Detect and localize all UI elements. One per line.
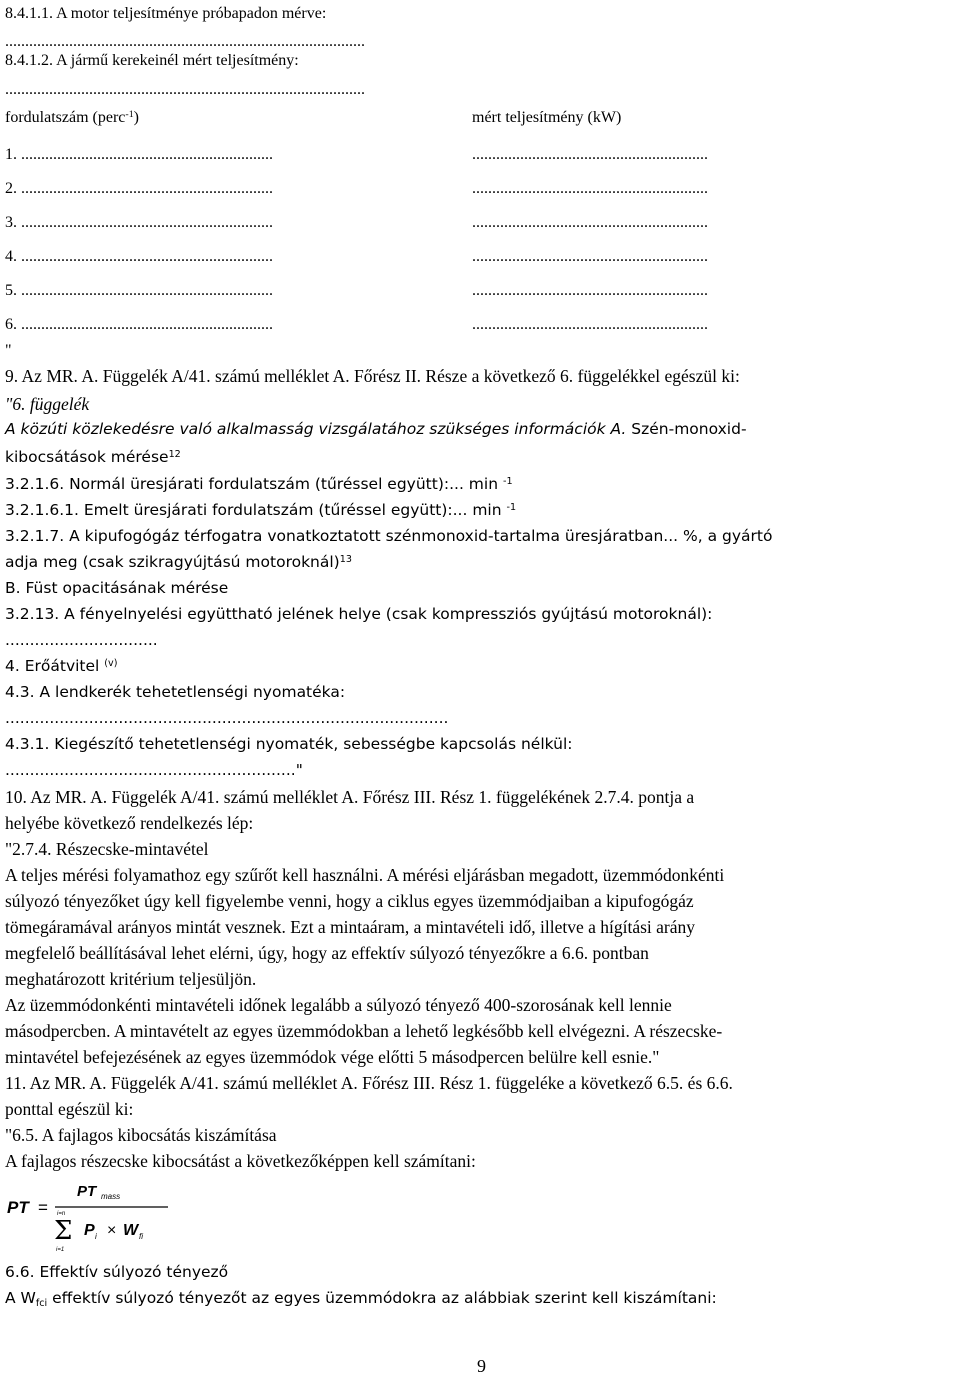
line-3-2-1-6-1: 3.2.1.6.1. Emelt üresjárati fordulatszám (tűréssel együtt):... min $^{-1}$ xyxy=(5,501,517,519)
quote-mark: " xyxy=(5,342,12,359)
row-1-right: ........................................................... xyxy=(472,146,708,163)
row-3-left: 3. ............................................................... xyxy=(5,214,273,231)
line-spark-ignition: adja meg (csak szikragyújtású motoroknál)$^{13}$ xyxy=(5,553,352,571)
heading-transmission: 4. Erőátvitel $^{(v)}$ xyxy=(5,657,118,675)
body-line: megfelelő beállításával lehet elérni, úgy, hogy az effektív súlyozó tényezőkre a 6.6. pontban xyxy=(5,943,649,963)
dots-line: .......................................................................................... xyxy=(5,709,449,727)
heading-2-7-4: "2.7.4. Részecske-mintavétel xyxy=(5,839,209,859)
row-1-left: 1. ............................................................... xyxy=(5,146,273,163)
row-3-right: ........................................................... xyxy=(472,214,708,231)
row-6-left: 6. ............................................................... xyxy=(5,316,273,333)
paragraph-9: 9. Az MR. A. Függelék A/41. számú melléklet A. Főrész II. Része a következő 6. függelékkel egészül ki: xyxy=(5,366,740,386)
heading-co-measurement: kibocsátások mérése$^{12}$ xyxy=(5,448,181,466)
row-6-right: ........................................................... xyxy=(472,316,708,333)
formula-p-sub: i xyxy=(95,1232,97,1241)
body-line: másodpercben. A mintavételt az egyes üzemmódokban a lehető legkésőbb kell elvégezni. A részecske- xyxy=(5,1021,723,1041)
formula-w-sub: fi xyxy=(139,1232,143,1241)
formula-times: × xyxy=(107,1222,117,1239)
sum-upper-limit: i=n xyxy=(57,1211,66,1217)
line-4-3: 4.3. A lendkerék tehetetlenségi nyomatéka: xyxy=(5,683,346,701)
row-2-left: 2. ............................................................... xyxy=(5,180,273,197)
line-3-2-1-7: 3.2.1.7. A kipufogógáz térfogatra vonatkoztatott szénmonoxid-tartalma üresjáratban... %, a gyártó xyxy=(5,527,773,545)
row-5-right: ........................................................... xyxy=(472,282,708,299)
row-5-left: 5. ............................................................... xyxy=(5,282,273,299)
row-2-right: ........................................................... xyxy=(472,180,708,197)
sum-sigma: Σ xyxy=(54,1216,73,1246)
line-8-4-1-2: 8.4.1.2. A jármű kerekeinél mért teljesítmény: xyxy=(5,52,299,69)
paragraph-11-cont: ponttal egészül ki: xyxy=(5,1099,134,1119)
line-3-2-1-6: 3.2.1.6. Normál üresjárati fordulatszám (tűréssel együtt):... min $^{-1}$ xyxy=(5,475,513,493)
paragraph-10-cont: helyébe következő rendelkezés lép: xyxy=(5,813,254,833)
page-number: 9 xyxy=(477,1356,486,1376)
dots-line: .......................................................................................... xyxy=(5,81,365,98)
body-line: Az üzemmódonkénti mintavételi időnek legalább a súlyozó tényező 400-szorosának kell lennie xyxy=(5,995,672,1015)
line-wfci: A $W_{fci}$ effektív súlyozó tényezőt az egyes üzemmódokra az alábbiak szerint kell kiszámítani: xyxy=(5,1289,717,1310)
line-8-4-1-1: 8.4.1.1. A motor teljesítménye próbapadon mérve: xyxy=(5,5,327,22)
sum-lower-limit: i=1 xyxy=(56,1247,65,1253)
body-line: A teljes mérési folyamathoz egy szűrőt kell használni. A mérési eljárásban megadott, üzemmódonkénti xyxy=(5,865,725,885)
line-3-2-13: 3.2.13. A fényelnyelési együttható jelének helye (csak kompressziós gyújtású motoroknál): xyxy=(5,605,713,623)
formula-w: W xyxy=(123,1222,139,1239)
dots-line: ............................... xyxy=(5,631,158,649)
body-line: tömegáramával arányos mintát vesznek. Ezt a mintaáram, a mintavételi idő, illetve a hígítási arány xyxy=(5,917,696,937)
heading-info-line: A közúti közlekedésre való alkalmasság vizsgálatához szükséges információk A. Szén-monoxid- xyxy=(5,420,747,438)
body-line: mintavétel befejezésének az egyes üzemmódok vége előtti 5 másodpercen belülre kell esnie." xyxy=(5,1047,660,1067)
body-line: A fajlagos részecske kibocsátást a következőképpen kell számítani: xyxy=(5,1151,476,1171)
paragraph-10: 10. Az MR. A. Függelék A/41. számú melléklet A. Főrész III. Rész 1. függelékének 2.7.4. pontja a xyxy=(5,787,695,807)
appendix-6-title: "6. függelék xyxy=(5,394,90,414)
row-4-right: ........................................................... xyxy=(472,248,708,265)
heading-smoke-opacity: B. Füst opacitásának mérése xyxy=(5,579,229,597)
line-4-3-1: 4.3.1. Kiegészítő tehetetlenségi nyomaték, sebességbe kapcsolás nélkül: xyxy=(5,735,573,753)
body-line: súlyozó tényezőket úgy kell figyelembe venni, hogy a ciklus egyes üzemmódjaiban a kipufogógáz xyxy=(5,891,694,911)
body-line: meghatározott kritérium teljesüljön. xyxy=(5,969,257,989)
row-4-left: 4. ............................................................... xyxy=(5,248,273,265)
right-col-header: mért teljesítmény (kW) xyxy=(472,109,622,126)
formula-p: P xyxy=(84,1222,95,1239)
dots-line: .......................................................................................... xyxy=(5,33,365,50)
left-col-header: fordulatszám (perc$^{-1}$) xyxy=(5,108,139,126)
formula-lhs: PT xyxy=(7,1198,29,1217)
paragraph-11: 11. Az MR. A. Függelék A/41. számú melléklet A. Főrész III. Rész 1. függeléke a következő 6.5. és 6.6. xyxy=(5,1073,733,1093)
heading-6-5: "6.5. A fajlagos kibocsátás kiszámítása xyxy=(5,1125,277,1145)
dots-line: ..........................................................." xyxy=(5,761,303,779)
heading-6-6: 6.6. Effektív súlyozó tényező xyxy=(5,1263,229,1281)
formula-numerator: PT xyxy=(77,1183,97,1200)
particulate-emission-formula xyxy=(5,1183,185,1255)
formula-equals: = xyxy=(38,1198,48,1217)
formula-numerator-sub: mass xyxy=(101,1192,121,1201)
